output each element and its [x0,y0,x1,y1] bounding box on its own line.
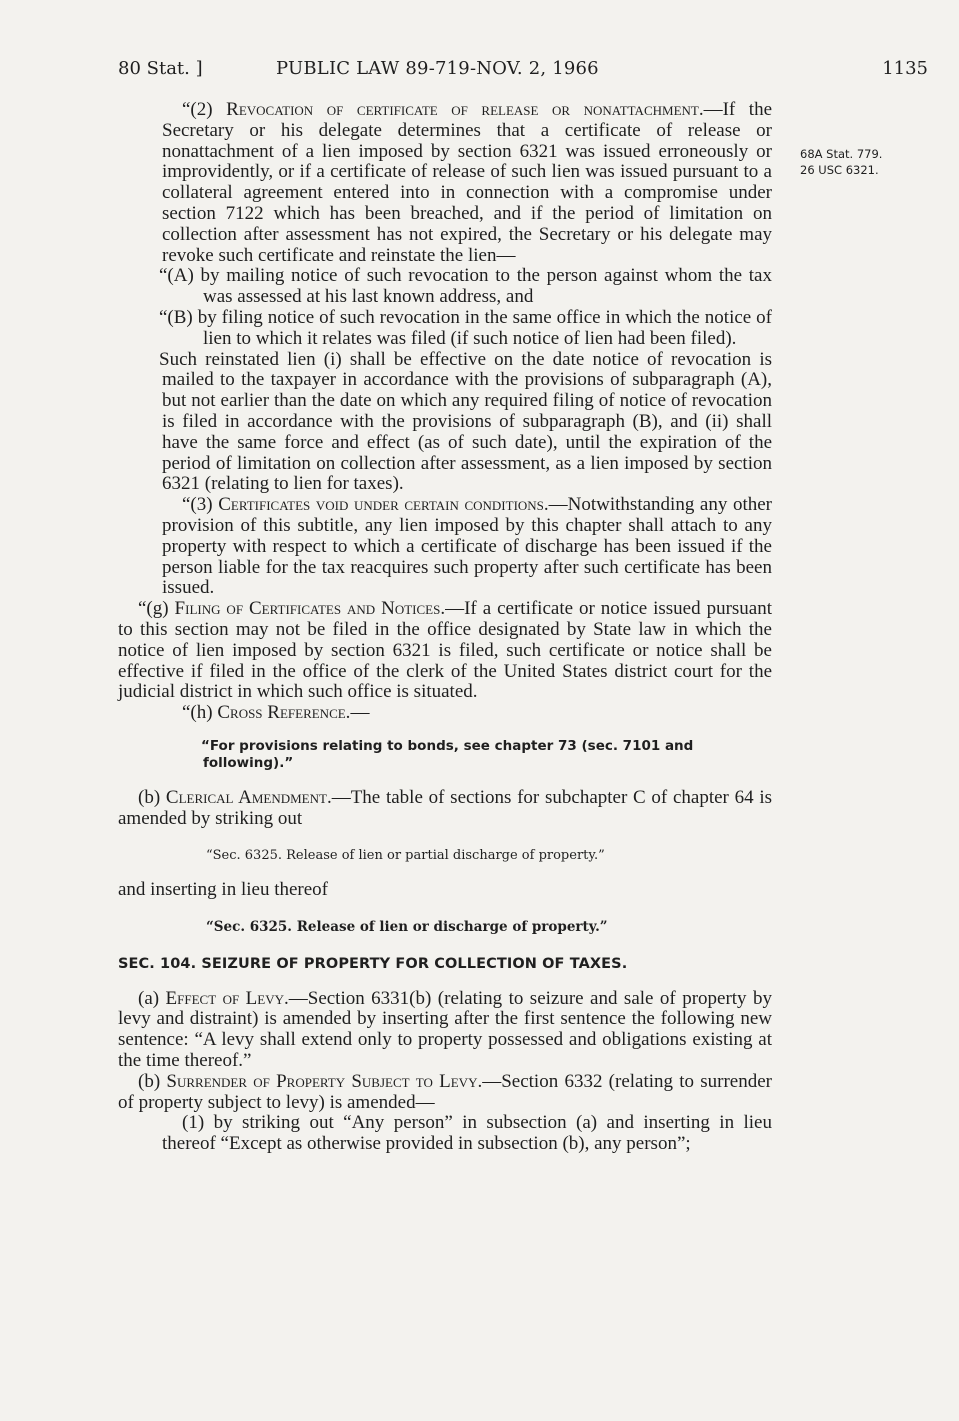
subparagraph-B: “(B) by filing notice of such revocation in the same office in which the notice of lien to which it relates was filed (if such notice of lien had been filed). [159,306,772,349]
surrender-clause-1: (1) by striking out “Any person” in subsection (a) and inserting in lieu thereof “Except as otherwise provided in subsection (b), any person”; [162,1112,772,1155]
cross-reference-note: “For provisions relating to bonds, see chapter 73 (sec. 7101 and following).” [201,737,694,771]
paragraph-text: —If a certificate or notice issued pursuant to this section may not be filed in the office designated by State law in which the notice of lien imposed by section 6321 is filed, such certificate or notice shall be effective if filed in the office of the clerk of the United States district court for the judicial district in which such office is situated. [118,598,773,703]
paragraph-text: —The table of sections for subchapter C of chapter 64 is amended by striking out [118,786,772,829]
subsection-h-cross-reference [118,703,772,724]
reinstated-lien-paragraph: Such reinstated lien (i) shall be effective on the date notice of revocation is mailed to the taxpayer in accordance with the provisions of subparagraph (A), but not earlier than the date on which any required filing of notice of revocation is filed in accordance with the provisions of subparagraph (B), and (ii) shall have the same force and effect (as of such date), until the expiration of the period of limitation on collection after assessment, as a lien imposed by section 6321 (relating to lien for taxes). [159,348,772,495]
paragraph-number: (b) [138,1070,167,1092]
subparagraph-A: “(A) by mailing notice of such revocation to the person against whom the tax was assessed at his last known address, and [159,265,772,308]
paragraph-3-certificates-void [118,495,772,599]
paragraph-number: (a) [138,987,166,1009]
clerical-amendment-paragraph [118,788,772,830]
struck-table-entry: “Sec. 6325. Release of lien or partial discharge of property.” [206,847,605,863]
paragraph-heading: Cross Reference. [217,702,351,724]
paragraph-heading: Clerical Amendment. [165,786,332,808]
page-header [118,58,928,84]
law-title: PUBLIC LAW 89-719-NOV. 2, 1966 [276,58,599,79]
paragraph-number: “(2) [182,99,227,120]
surrender-of-property-paragraph [118,1072,772,1114]
paragraph-heading: Surrender of Property Subject to Levy. [166,1070,483,1092]
document-body [118,100,772,1155]
paragraph-text: —Section 6331(b) (relating to seizure and sale of property by levy and distraint) is amended by inserting after the first sentence the following new sentence: “A levy shall extend only to property possessed and obligations existing at the time thereof.” [118,987,773,1072]
section-heading: SEC. 104. SEIZURE OF PROPERTY FOR COLLECTION OF TAXES. [118,955,628,972]
paragraph-text: —Section 6332 (relating to surrender of property subject to levy) is amended— [118,1070,773,1113]
margin-note-line: 68A Stat. 779. [800,147,883,161]
margin-note [800,146,882,178]
effect-of-levy-paragraph [118,989,772,1072]
inserted-table-entry: “Sec. 6325. Release of lien or discharge of property.” [206,919,608,936]
page-number: 1135 [882,58,928,79]
subsection-g-filing [118,599,772,703]
inserting-text: and inserting in lieu thereof [118,879,328,901]
paragraph-number: “(3) [182,494,219,516]
paragraph-text: — [350,702,370,724]
paragraph-number: (b) [138,786,166,808]
margin-note-line: 26 USC 6321. [800,163,879,177]
paragraph-heading: Certificates void under certain conditions. [218,494,549,516]
statute-reference: 80 Stat. ] [118,58,203,79]
paragraph-number: “(h) [182,702,218,724]
paragraph-heading: Filing of Certificates and Notices. [174,598,446,620]
paragraph-2-revocation [118,100,772,266]
paragraph-text: —Notwithstanding any other provision of this subtitle, any lien imposed by this chapter shall attach to any property with respect to which a certificate of discharge has been issued if the person liable for the tax reacquires such property after such certificate has been issued. [162,494,773,599]
paragraph-text: —If the Secretary or his delegate determines that a certificate of release or nonattachment of a lien imposed by section 6321 was issued erroneously or improvidently, or if a certificate of release of such lien was issued pursuant to a collateral agreement entered into in connection with a compromise under section 7122 which has been breached, and if the period of limitation on collection after assessment has not expired, the Secretary or his delegate may revoke such certificate and reinstate the lien— [162,99,772,266]
paragraph-heading: Revocation of certificate of release or nonattachment. [226,99,704,120]
paragraph-number: “(g) [138,598,175,620]
paragraph-heading: Effect of Levy. [165,987,289,1009]
